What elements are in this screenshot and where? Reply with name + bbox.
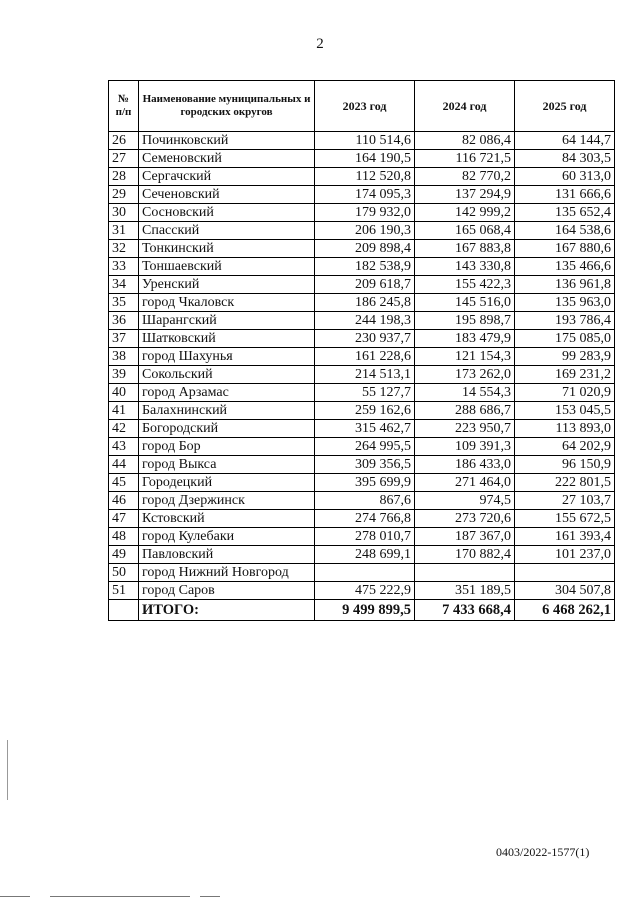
row-value-2023: 278 010,7 xyxy=(315,528,415,546)
table-row xyxy=(109,474,615,492)
table-header-row xyxy=(109,81,615,132)
row-value-2023: 182 538,9 xyxy=(315,258,415,276)
row-name: город Чкаловск xyxy=(139,294,315,312)
row-name: Городецкий xyxy=(139,474,315,492)
row-value-2025: 175 085,0 xyxy=(515,330,615,348)
table-row xyxy=(109,492,615,510)
row-value-2025: 135 652,4 xyxy=(515,204,615,222)
row-name: город Саров xyxy=(139,582,315,600)
row-value-2025: 113 893,0 xyxy=(515,420,615,438)
table-row xyxy=(109,528,615,546)
row-value-2023: 164 190,5 xyxy=(315,150,415,168)
table-row xyxy=(109,402,615,420)
row-number: 27 xyxy=(109,150,139,168)
row-value-2025: 71 020,9 xyxy=(515,384,615,402)
row-value-2023: 112 520,8 xyxy=(315,168,415,186)
total-2025: 6 468 262,1 xyxy=(515,600,615,621)
row-value-2023: 259 162,6 xyxy=(315,402,415,420)
row-name: Павловский xyxy=(139,546,315,564)
row-number: 47 xyxy=(109,510,139,528)
row-name: город Шахунья xyxy=(139,348,315,366)
row-number: 26 xyxy=(109,132,139,150)
table-row xyxy=(109,276,615,294)
row-value-2025: 27 103,7 xyxy=(515,492,615,510)
row-value-2025: 101 237,0 xyxy=(515,546,615,564)
row-value-2023: 244 198,3 xyxy=(315,312,415,330)
table-row xyxy=(109,438,615,456)
row-number: 32 xyxy=(109,240,139,258)
row-number: 40 xyxy=(109,384,139,402)
row-value-2024: 109 391,3 xyxy=(415,438,515,456)
row-number: 41 xyxy=(109,402,139,420)
table-row xyxy=(109,258,615,276)
table-row xyxy=(109,132,615,150)
table-row xyxy=(109,510,615,528)
bottom-edge-marks xyxy=(0,896,640,898)
row-value-2023: 395 699,9 xyxy=(315,474,415,492)
row-value-2025: 161 393,4 xyxy=(515,528,615,546)
row-value-2024: 183 479,9 xyxy=(415,330,515,348)
row-name: Семеновский xyxy=(139,150,315,168)
row-name: Сеченовский xyxy=(139,186,315,204)
page-number: 2 xyxy=(316,36,324,52)
table-row xyxy=(109,222,615,240)
row-value-2023: 186 245,8 xyxy=(315,294,415,312)
row-value-2024: 186 433,0 xyxy=(415,456,515,474)
row-value-2025: 155 672,5 xyxy=(515,510,615,528)
row-number: 48 xyxy=(109,528,139,546)
row-value-2025: 136 961,8 xyxy=(515,276,615,294)
row-name: Тоншаевский xyxy=(139,258,315,276)
row-name: город Дзержинск xyxy=(139,492,315,510)
row-value-2024: 121 154,3 xyxy=(415,348,515,366)
row-value-2025: 304 507,8 xyxy=(515,582,615,600)
table-row xyxy=(109,348,615,366)
row-number: 35 xyxy=(109,294,139,312)
document-code: 0403/2022-1577(1) xyxy=(496,845,590,859)
total-label: ИТОГО: xyxy=(139,600,315,621)
row-value-2024: 142 999,2 xyxy=(415,204,515,222)
row-value-2025: 167 880,6 xyxy=(515,240,615,258)
total-num-cell xyxy=(109,600,139,621)
row-value-2023: 264 995,5 xyxy=(315,438,415,456)
row-name: Богородский xyxy=(139,420,315,438)
row-value-2025: 222 801,5 xyxy=(515,474,615,492)
table-row xyxy=(109,564,615,582)
row-value-2025: 135 963,0 xyxy=(515,294,615,312)
row-number: 34 xyxy=(109,276,139,294)
row-number: 33 xyxy=(109,258,139,276)
row-number: 43 xyxy=(109,438,139,456)
row-number: 30 xyxy=(109,204,139,222)
row-value-2024: 145 516,0 xyxy=(415,294,515,312)
table-row xyxy=(109,546,615,564)
table-row xyxy=(109,582,615,600)
row-number: 28 xyxy=(109,168,139,186)
row-number: 42 xyxy=(109,420,139,438)
row-value-2024: 288 686,7 xyxy=(415,402,515,420)
row-number: 44 xyxy=(109,456,139,474)
row-value-2024: 223 950,7 xyxy=(415,420,515,438)
row-value-2023: 230 937,7 xyxy=(315,330,415,348)
row-value-2024: 165 068,4 xyxy=(415,222,515,240)
row-number: 46 xyxy=(109,492,139,510)
row-name: Шатковский xyxy=(139,330,315,348)
total-2023: 9 499 899,5 xyxy=(315,600,415,621)
row-value-2024: 82 770,2 xyxy=(415,168,515,186)
row-number: 29 xyxy=(109,186,139,204)
row-name: Балахнинский xyxy=(139,402,315,420)
table-row xyxy=(109,150,615,168)
row-value-2023: 161 228,6 xyxy=(315,348,415,366)
row-value-2023: 309 356,5 xyxy=(315,456,415,474)
row-number: 36 xyxy=(109,312,139,330)
row-name: Уренский xyxy=(139,276,315,294)
row-name: Сокольский xyxy=(139,366,315,384)
row-value-2023: 475 222,9 xyxy=(315,582,415,600)
left-margin-mark xyxy=(7,740,8,800)
row-value-2025: 164 538,6 xyxy=(515,222,615,240)
row-name: Тонкинский xyxy=(139,240,315,258)
row-number: 50 xyxy=(109,564,139,582)
row-value-2024: 155 422,3 xyxy=(415,276,515,294)
row-value-2025: 193 786,4 xyxy=(515,312,615,330)
row-value-2025: 131 666,6 xyxy=(515,186,615,204)
row-value-2025: 96 150,9 xyxy=(515,456,615,474)
budget-table xyxy=(108,80,615,621)
table-row xyxy=(109,330,615,348)
row-value-2023: 110 514,6 xyxy=(315,132,415,150)
row-name: Починковский xyxy=(139,132,315,150)
row-value-2024: 351 189,5 xyxy=(415,582,515,600)
row-number: 31 xyxy=(109,222,139,240)
row-name: Сергачский xyxy=(139,168,315,186)
row-value-2024: 170 882,4 xyxy=(415,546,515,564)
table-row xyxy=(109,366,615,384)
table-row xyxy=(109,168,615,186)
row-value-2023: 179 932,0 xyxy=(315,204,415,222)
row-value-2024: 143 330,8 xyxy=(415,258,515,276)
header-name: Наименование муниципальных и городских округов xyxy=(139,81,315,132)
row-name: город Арзамас xyxy=(139,384,315,402)
row-value-2025: 84 303,5 xyxy=(515,150,615,168)
row-name: Спасский xyxy=(139,222,315,240)
row-value-2023: 55 127,7 xyxy=(315,384,415,402)
row-value-2023 xyxy=(315,564,415,582)
table-row xyxy=(109,240,615,258)
row-value-2024: 273 720,6 xyxy=(415,510,515,528)
row-value-2023: 209 618,7 xyxy=(315,276,415,294)
row-value-2023: 315 462,7 xyxy=(315,420,415,438)
header-2025: 2025 год xyxy=(515,81,615,132)
row-value-2024: 187 367,0 xyxy=(415,528,515,546)
row-number: 49 xyxy=(109,546,139,564)
row-value-2024: 974,5 xyxy=(415,492,515,510)
table-row xyxy=(109,456,615,474)
row-number: 39 xyxy=(109,366,139,384)
row-value-2024: 195 898,7 xyxy=(415,312,515,330)
table-row xyxy=(109,186,615,204)
row-value-2023: 214 513,1 xyxy=(315,366,415,384)
row-value-2024: 271 464,0 xyxy=(415,474,515,492)
header-2024: 2024 год xyxy=(415,81,515,132)
row-value-2023: 206 190,3 xyxy=(315,222,415,240)
row-value-2025: 64 202,9 xyxy=(515,438,615,456)
row-value-2024: 116 721,5 xyxy=(415,150,515,168)
row-value-2024: 14 554,3 xyxy=(415,384,515,402)
row-value-2023: 274 766,8 xyxy=(315,510,415,528)
row-value-2024: 167 883,8 xyxy=(415,240,515,258)
row-value-2025: 153 045,5 xyxy=(515,402,615,420)
table-row xyxy=(109,384,615,402)
row-name: город Нижний Новгород xyxy=(139,564,315,582)
total-2024: 7 433 668,4 xyxy=(415,600,515,621)
row-value-2024: 137 294,9 xyxy=(415,186,515,204)
row-value-2024: 82 086,4 xyxy=(415,132,515,150)
header-num: № п/п xyxy=(109,81,139,132)
row-value-2025: 60 313,0 xyxy=(515,168,615,186)
row-value-2025: 64 144,7 xyxy=(515,132,615,150)
row-value-2024: 173 262,0 xyxy=(415,366,515,384)
row-value-2023: 174 095,3 xyxy=(315,186,415,204)
row-value-2025: 99 283,9 xyxy=(515,348,615,366)
table-row xyxy=(109,294,615,312)
table-row xyxy=(109,204,615,222)
row-name: Сосновский xyxy=(139,204,315,222)
row-name: город Бор xyxy=(139,438,315,456)
row-number: 51 xyxy=(109,582,139,600)
row-number: 37 xyxy=(109,330,139,348)
row-value-2024 xyxy=(415,564,515,582)
row-name: город Выкса xyxy=(139,456,315,474)
row-value-2023: 248 699,1 xyxy=(315,546,415,564)
row-value-2023: 209 898,4 xyxy=(315,240,415,258)
table-row xyxy=(109,420,615,438)
total-row xyxy=(109,600,615,621)
row-name: город Кулебаки xyxy=(139,528,315,546)
row-number: 38 xyxy=(109,348,139,366)
header-2023: 2023 год xyxy=(315,81,415,132)
row-value-2023: 867,6 xyxy=(315,492,415,510)
row-value-2025: 169 231,2 xyxy=(515,366,615,384)
row-value-2025: 135 466,6 xyxy=(515,258,615,276)
row-name: Кстовский xyxy=(139,510,315,528)
table-body xyxy=(109,132,615,600)
row-number: 45 xyxy=(109,474,139,492)
table-row xyxy=(109,312,615,330)
row-value-2025 xyxy=(515,564,615,582)
row-name: Шарангский xyxy=(139,312,315,330)
